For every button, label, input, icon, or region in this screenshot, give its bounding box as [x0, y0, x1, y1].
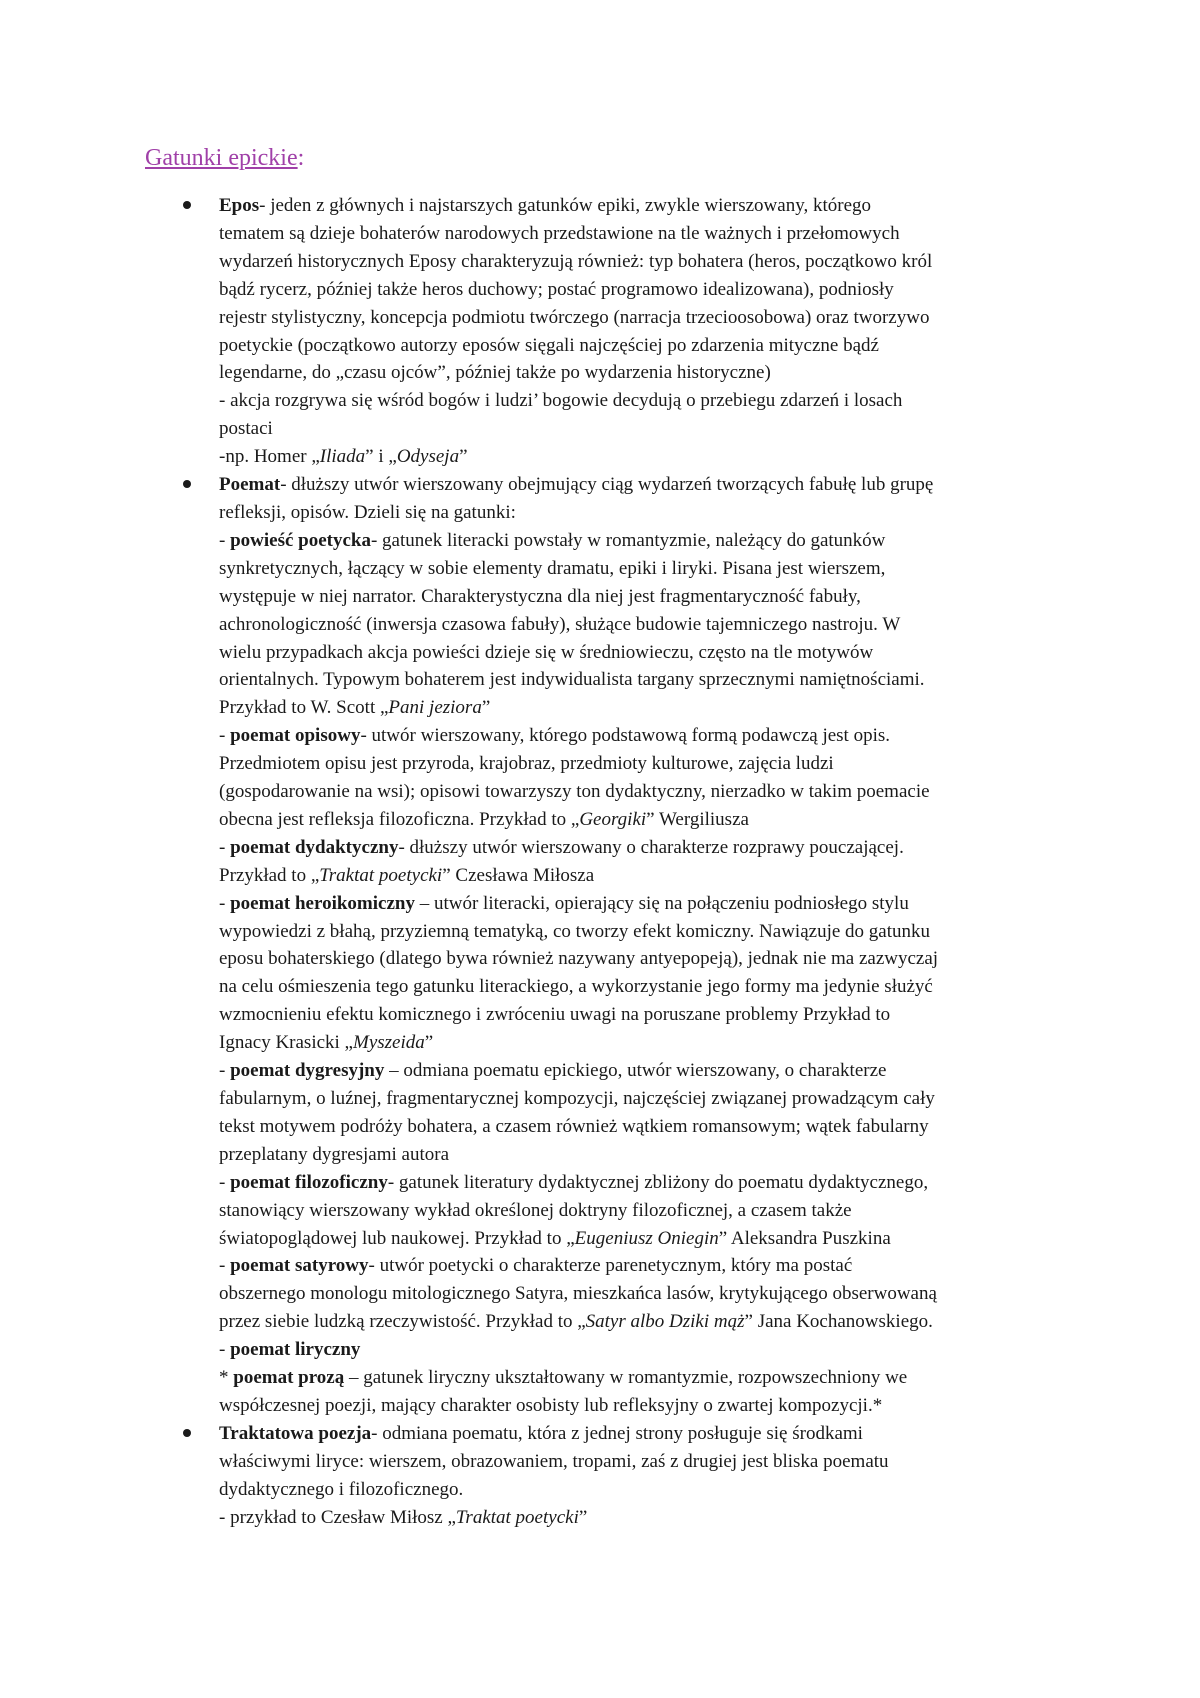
text-line [219, 639, 1060, 667]
title-italic: Odyseja [396, 446, 460, 468]
text-line [219, 1057, 1060, 1085]
text-line [219, 304, 1060, 332]
text-segment: Przedmiotem opisu jest przyroda, krajobraz, przedmioty kulturowe, zajęcia ludzi [219, 753, 834, 775]
text-line [219, 945, 1060, 973]
text-segment: światopoglądowej lub naukowej. Przykład to „ [219, 1227, 575, 1249]
term-bold: poemat liryczny [230, 1339, 361, 1361]
text-line [219, 1448, 1060, 1476]
text-line [219, 1085, 1060, 1113]
text-line [219, 1001, 1060, 1029]
text-segment: orientalnych. Typowym bohaterem jest indywidualista targany sprzecznymi namiętnościami. [219, 669, 925, 691]
bullet-icon [183, 201, 191, 209]
text-segment: ” Jana Kochanowskiego. [744, 1311, 933, 1333]
text-segment: obszernego monologu mitologicznego Satyra, mieszkańca lasów, krytykującego obserwowaną [219, 1283, 937, 1305]
genre-list [0, 192, 1200, 1532]
text-segment: synkretycznych, łączący w sobie elementy dramatu, epiki i liryki. Pisana jest wierszem, [219, 557, 886, 579]
text-segment: wielu przypadkach akcja powieści dzieje się w średniowieczu, często na tle motywów [219, 641, 874, 663]
text-line [219, 220, 1060, 248]
text-segment: - [219, 892, 231, 914]
term-bold: poemat satyrowy [230, 1255, 369, 1277]
term-bold: powieść poetycka [230, 529, 371, 551]
title-italic: Eugeniusz Oniegin [574, 1227, 719, 1249]
text-segment: - [219, 836, 231, 858]
text-line [219, 1029, 1060, 1057]
term-bold: poemat heroikomiczny [230, 892, 415, 914]
text-line [219, 722, 1060, 750]
text-line [219, 1225, 1060, 1253]
text-line [219, 192, 1060, 220]
text-line [219, 806, 1060, 834]
text-segment: – odmiana poematu epickiego, utwór wierszowany, o charakterze [384, 1060, 887, 1082]
text-line [219, 750, 1060, 778]
bullet-icon [183, 1429, 191, 1437]
text-line [219, 332, 1060, 360]
term-bold: poemat filozoficzny [230, 1171, 388, 1193]
text-line [219, 890, 1060, 918]
text-segment: Ignacy Krasicki „ [219, 1032, 353, 1054]
text-segment: - [219, 725, 231, 747]
text-segment: stanowiący wierszowany wykład określonej doktryny filozoficznej, a czasem także [219, 1199, 852, 1221]
term-bold: poemat dydaktyczny [230, 836, 399, 858]
text-segment: - jeden z głównych i najstarszych gatunków epiki, zwykle wierszowany, którego [259, 195, 871, 216]
text-line [219, 1308, 1060, 1336]
text-line [219, 1504, 1060, 1532]
text-segment: - [219, 529, 231, 551]
text-line [219, 1252, 1060, 1280]
text-line [219, 276, 1060, 304]
text-segment: ” [424, 1032, 434, 1054]
text-line [219, 918, 1060, 946]
text-line [219, 359, 1060, 387]
text-line [219, 415, 1060, 443]
text-segment: ” Czesława Miłosza [442, 864, 595, 886]
text-segment: właściwymi liryce: wierszem, obrazowaniem, tropami, zaś z drugiej jest bliska poematu [219, 1450, 889, 1472]
text-segment: -np. Homer „ [219, 446, 320, 468]
text-line [219, 862, 1060, 890]
text-line [219, 1476, 1060, 1504]
text-segment: eposu bohaterskiego (dlatego bywa również nazywany antyepopeją), jednak nie ma zazwyczaj [219, 948, 939, 970]
text-segment: ” [481, 697, 491, 719]
text-segment: - przykład to Czesław Miłosz „ [219, 1506, 456, 1528]
text-segment: wydarzeń historycznych Eposy charakteryzują również: typ bohatera (heros, początkowo król [219, 250, 933, 272]
text-segment: - [219, 1060, 231, 1082]
title-italic: Satyr albo Dziki mąż [585, 1311, 745, 1333]
text-segment: – gatunek liryczny ukształtowany w romantyzmie, rozpowszechniony we [344, 1367, 908, 1389]
text-segment: ” i „ [365, 446, 397, 468]
bullet-icon [183, 480, 191, 488]
text-segment: na celu ośmieszenia tego gatunku literackiego, a wykorzystanie jego formy ma jedynie służyć [219, 976, 933, 998]
text-segment: bądź rycerz, później także heros duchowy; postać programowo idealizowana), podniosły [219, 278, 894, 300]
text-line [219, 1336, 1060, 1364]
text-segment: postaci [219, 418, 273, 440]
text-segment: - dłuższy utwór wierszowany obejmujący ciąg wydarzeń tworzących fabułę lub grupę [280, 474, 934, 496]
document-title [145, 145, 304, 172]
text-segment: ” [578, 1506, 588, 1528]
text-line [219, 1197, 1060, 1225]
text-line [219, 1141, 1060, 1169]
text-line [219, 555, 1060, 583]
term-bold: poemat opisowy [230, 725, 361, 747]
text-line [219, 666, 1060, 694]
text-segment: wypowiedzi z błahą, przyziemną tematyką, co tworzy efekt komiczny. Nawiązuje do gatunku [219, 920, 930, 942]
title-colon: : [297, 145, 305, 171]
text-line [219, 694, 1060, 722]
text-segment: tematem są dzieje bohaterów narodowych przedstawione na tle ważnych i przełomowych [219, 222, 900, 244]
text-segment: – utwór literacki, opierający się na połączeniu podniosłego stylu [414, 892, 909, 914]
text-segment: refleksji, opisów. Dzieli się na gatunki: [219, 501, 516, 523]
text-segment: obecna jest refleksja filozoficzna. Przykład to „ [219, 808, 580, 830]
title-italic: Iliada [319, 446, 366, 468]
text-line [219, 834, 1060, 862]
text-segment: - [219, 1255, 231, 1277]
title-italic: Pani jeziora [388, 697, 482, 719]
text-segment: ” [459, 446, 468, 468]
text-line [219, 778, 1060, 806]
text-segment: - [219, 1339, 231, 1361]
text-segment: rejestr stylistyczny, koncepcja podmiotu twórczego (narracja trzecioosobowa) oraz tworzywo [219, 306, 930, 328]
text-segment: (gospodarowanie na wsi); opisowi towarzyszy ton dydaktyczny, nierzadko w takim poemacie [219, 781, 930, 803]
text-line [219, 1280, 1060, 1308]
text-line [219, 973, 1060, 1001]
term-bold: Traktatowa poezja [219, 1422, 372, 1444]
title-italic: Traktat poetycki [455, 1506, 579, 1528]
text-segment: - dłuższy utwór wierszowany o charakterze rozprawy pouczającej. [398, 836, 904, 858]
text-line [219, 583, 1060, 611]
text-segment: występuje w niej narrator. Charakterystyczna dla niej jest fragmentaryczność fabuły, [219, 585, 861, 607]
text-line [219, 471, 1060, 499]
text-segment: - utwór wierszowany, którego podstawową formą podawczą jest opis. [360, 725, 891, 747]
text-segment: dydaktycznego i filozoficznego. [219, 1478, 464, 1500]
title-text: Gatunki epickie [145, 145, 298, 171]
text-segment: - utwór poetycki o charakterze parenetycznym, który ma postać [368, 1255, 853, 1277]
title-italic: Traktat poetycki [319, 864, 443, 886]
text-segment: - gatunek literatury dydaktycznej zbliżony do poematu dydaktycznego, [387, 1171, 929, 1193]
text-segment: achronologiczność (inwersja czasowa fabuły), służące budowie tajemniczego nastroju. W [219, 613, 901, 635]
text-segment: ” Aleksandra Puszkina [718, 1227, 891, 1249]
text-segment: * [219, 1367, 234, 1389]
text-line [219, 611, 1060, 639]
text-segment: tekst motywem podróży bohatera, a czasem również wątkiem romansowym; wątek fabularny [219, 1115, 929, 1137]
text-segment: fabularnym, o luźnej, fragmentarycznej kompozycji, najczęściej związanej prowadzącym cały [219, 1088, 935, 1109]
list-item [0, 192, 1200, 471]
text-segment: Przykład to W. Scott „ [219, 697, 389, 719]
text-line [219, 443, 1060, 471]
text-line [219, 387, 1060, 415]
text-segment: legendarne, do „czasu ojców”, później także po wydarzenia historyczne) [219, 362, 771, 384]
term-bold: poemat dygresyjny [230, 1060, 385, 1082]
text-segment: Przykład to „ [219, 864, 320, 886]
text-segment: - akcja rozgrywa się wśród bogów i ludzi’ bogowie decydują o przebiegu zdarzeń i losach [219, 390, 903, 412]
text-line [219, 1420, 1060, 1448]
text-segment: - odmiana poematu, która z jednej strony posługuje się środkami [371, 1422, 863, 1444]
list-item [0, 471, 1200, 1420]
text-segment: przeplatany dygresjami autora [219, 1143, 450, 1165]
text-line [219, 1392, 1060, 1420]
text-segment: współczesnej poezji, mający charakter osobisty lub refleksyjny o zwartej kompozycji.* [219, 1394, 883, 1416]
term-bold: Epos [219, 195, 260, 216]
text-line [219, 1364, 1060, 1392]
title-italic: Myszeida [353, 1032, 425, 1054]
text-segment: ” Wergiliusza [646, 808, 749, 830]
text-segment: - [219, 1171, 231, 1193]
text-line [219, 248, 1060, 276]
title-italic: Georgiki [579, 808, 647, 830]
text-segment: wzmocnieniu efektu komicznego i zwróceniu uwagi na poruszane problemy Przykład to [219, 1004, 891, 1026]
text-line [219, 1169, 1060, 1197]
term-bold: Poemat [219, 474, 281, 496]
text-segment: - gatunek literacki powstały w romantyzmie, należący do gatunków [370, 529, 886, 551]
text-segment: poetyckie (początkowo autorzy eposów sięgali najczęściej po zdarzenia mityczne bądź [219, 334, 879, 356]
text-segment: przez siebie ludzką rzeczywistość. Przykład to „ [219, 1311, 586, 1333]
text-line [219, 527, 1060, 555]
text-line [219, 1113, 1060, 1141]
text-line [219, 499, 1060, 527]
term-bold: poemat prozą [233, 1367, 345, 1389]
list-item [0, 1420, 1200, 1532]
